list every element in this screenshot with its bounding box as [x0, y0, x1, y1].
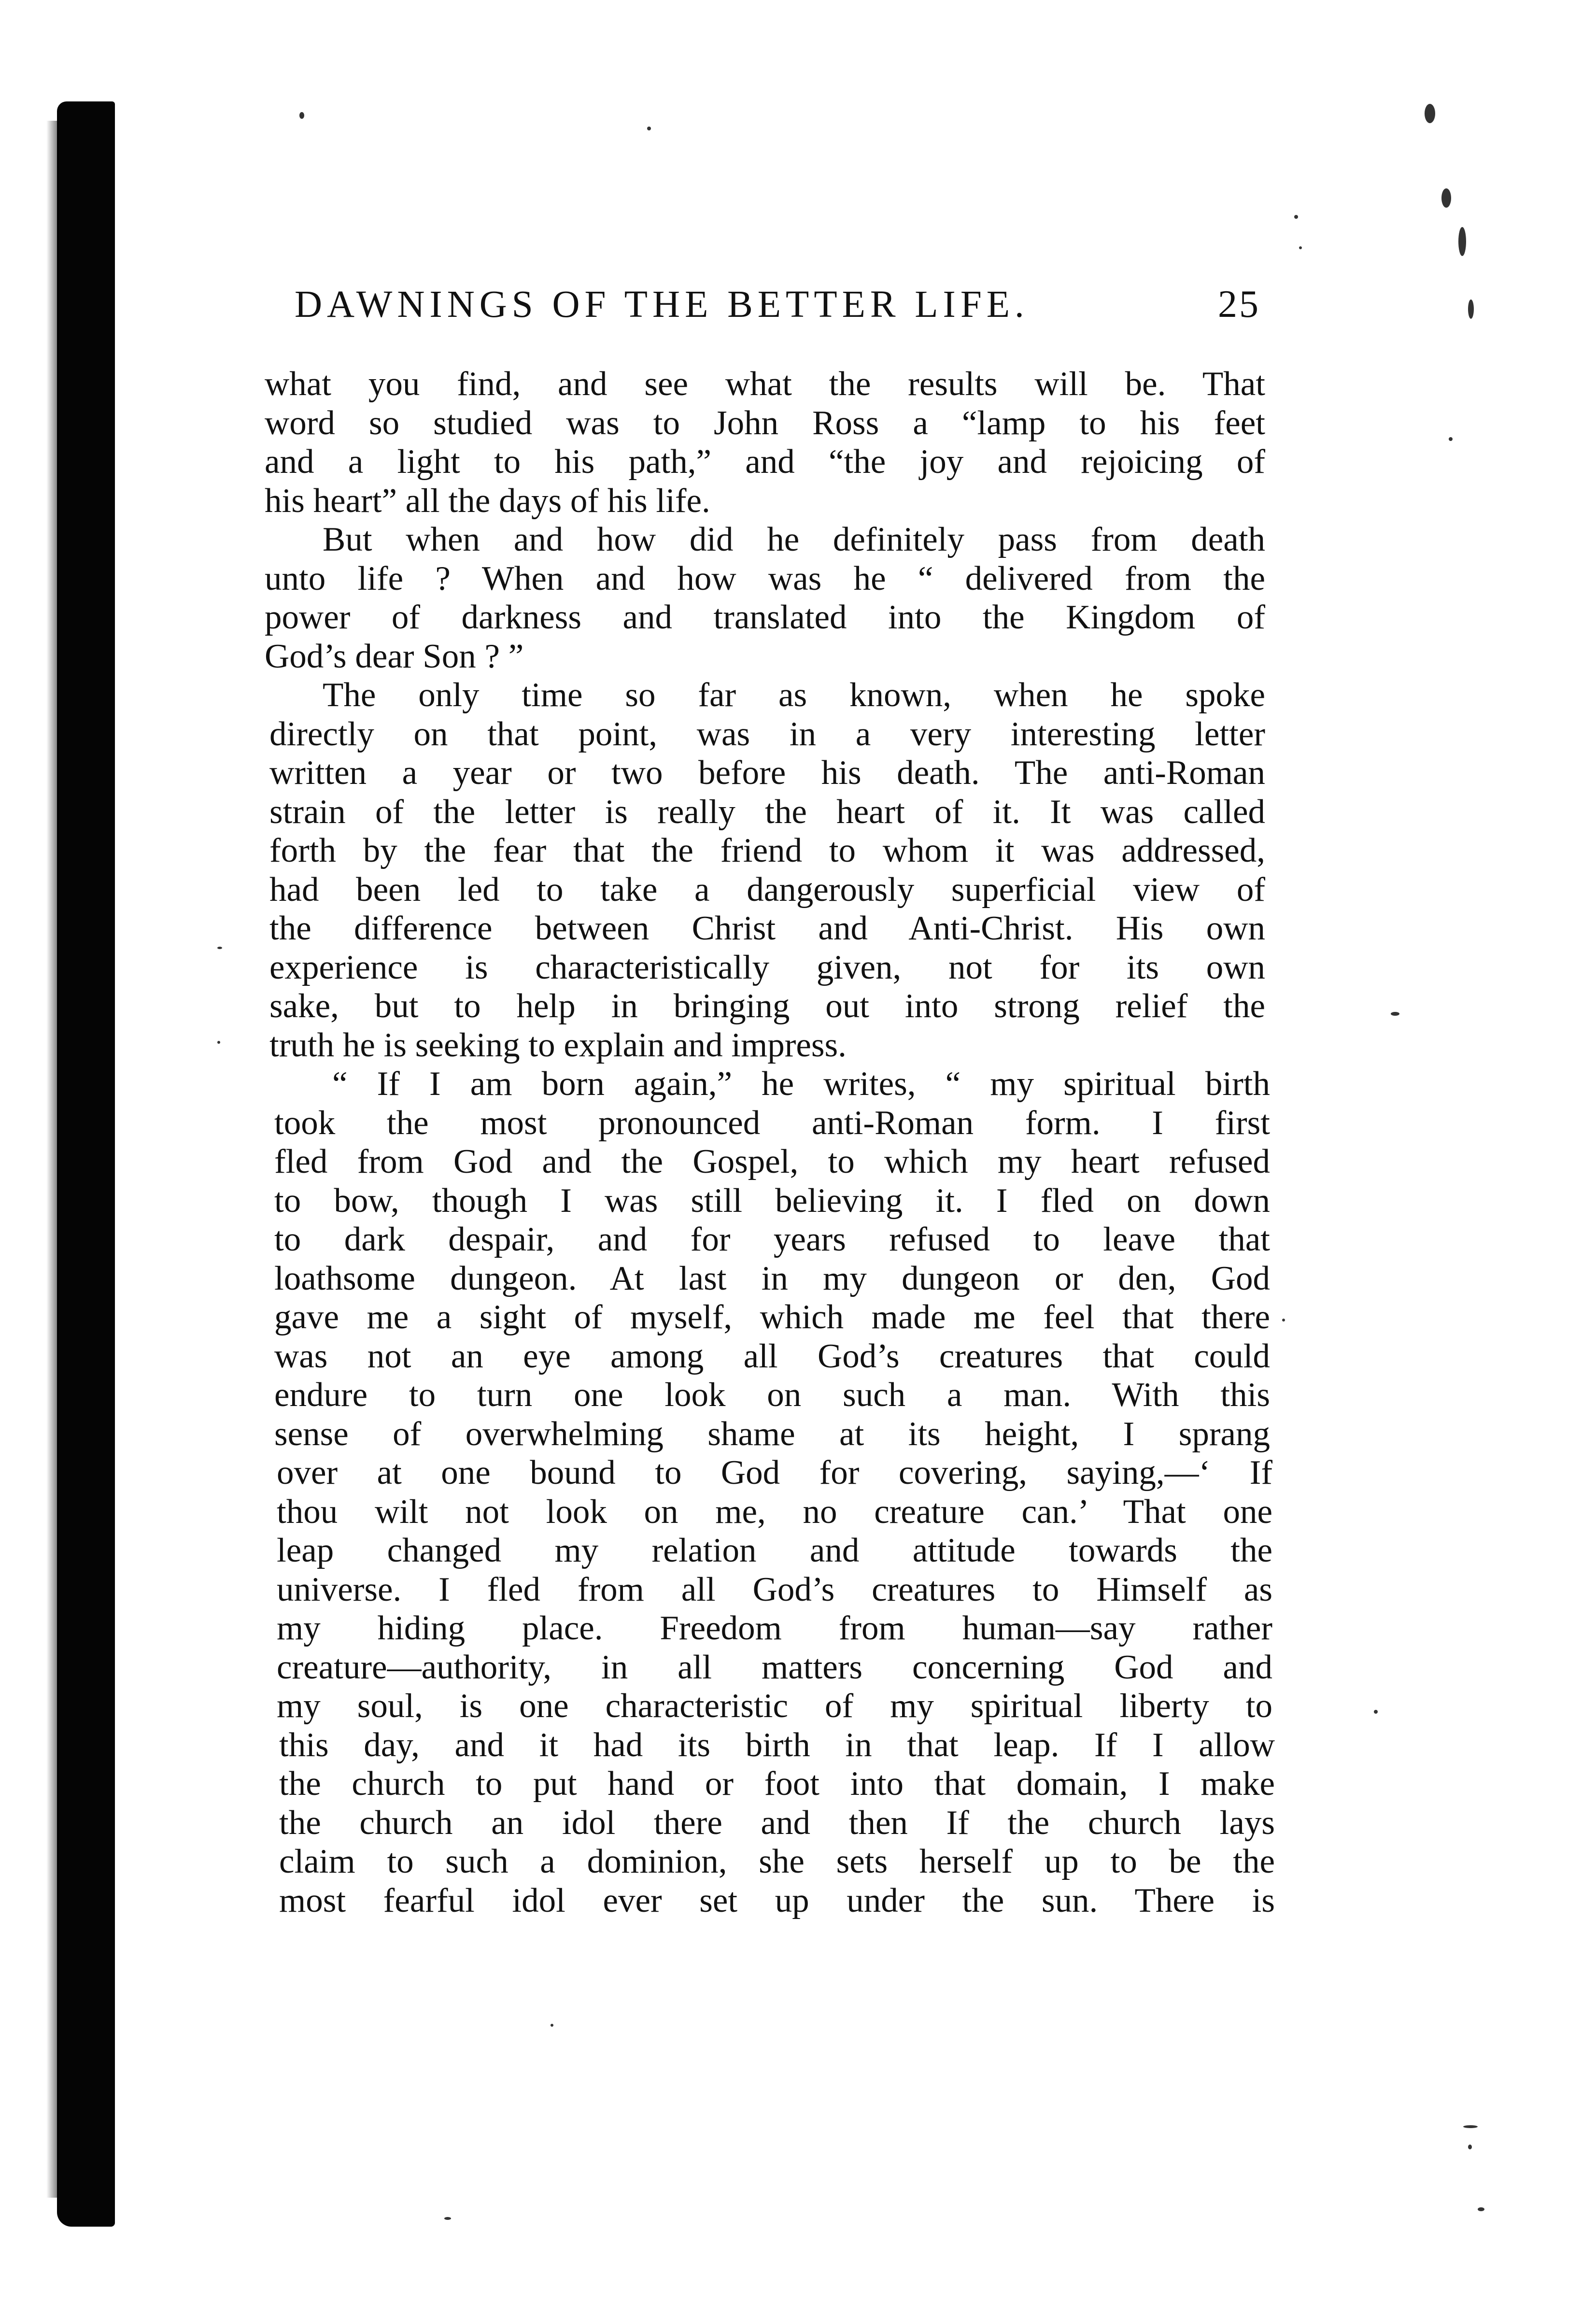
text-line: creature—authority, in all matters concerning God and	[277, 1648, 1272, 1686]
text-line: the church an idol there and then If the church lays	[279, 1804, 1275, 1842]
text-line: But when and how did he definitely pass from death	[323, 521, 1265, 558]
scan-speck	[1374, 1710, 1378, 1714]
running-head	[295, 283, 1260, 341]
text-line: to bow, though I was still believing it. I fled on down	[274, 1181, 1270, 1220]
scan-speck	[1425, 104, 1435, 123]
text-line: the church to put hand or foot into that domain, I make	[279, 1765, 1275, 1803]
text-line: truth he is seeking to explain and impress.	[269, 1026, 847, 1064]
text-line: forth by the fear that the friend to whom it was addressed,	[269, 832, 1265, 869]
scan-speck	[1458, 227, 1466, 256]
text-line: leap changed my relation and attitude towards the	[277, 1532, 1272, 1569]
text-line: claim to such a dominion, she sets herself up to be the	[279, 1843, 1275, 1880]
text-line: had been led to take a dangerously superficial view of	[269, 870, 1265, 909]
scan-speck	[1391, 1012, 1399, 1016]
text-line: strain of the letter is really the heart of it. It was called	[269, 793, 1265, 831]
scan-speck	[1282, 1319, 1285, 1322]
scan-speck	[1463, 2125, 1478, 2128]
scan-speck	[1449, 437, 1453, 441]
scan-speck	[1468, 2145, 1472, 2149]
scan-speck	[1441, 188, 1451, 208]
scan-speck	[217, 1041, 220, 1044]
text-line: gave me a sight of myself, which made me feel that there	[274, 1298, 1270, 1336]
text-line: “ If I am born again,” he writes, “ my spiritual birth	[332, 1065, 1270, 1103]
text-line: endure to turn one look on such a man. With this	[274, 1376, 1270, 1414]
text-line: to dark despair, and for years refused to leave that	[274, 1221, 1270, 1258]
text-line: my hiding place. Freedom from human—say rather	[277, 1609, 1272, 1647]
text-line: experience is characteristically given, not for its own	[269, 948, 1265, 986]
text-line: most fearful idol ever set up under the sun. There is	[279, 1881, 1275, 1919]
text-line: sense of overwhelming shame at its height, I sprang	[274, 1415, 1270, 1453]
running-title: DAWNINGS OF THE BETTER LIFE.	[295, 284, 1029, 326]
text-line: fled from God and the Gospel, to which my heart refused	[274, 1143, 1270, 1180]
text-line: The only time so far as known, when he spoke	[323, 676, 1265, 714]
text-line: sake, but to help in bringing out into strong relief the	[269, 987, 1265, 1025]
text-line: was not an eye among all God’s creatures that could	[274, 1337, 1270, 1375]
text-line: loathsome dungeon. At last in my dungeon or den, God	[274, 1259, 1270, 1297]
body-text	[265, 365, 1275, 1920]
text-line: written a year or two before his death. The anti-Roman	[269, 754, 1265, 792]
scan-speck	[1478, 2207, 1484, 2211]
scan-speck	[217, 947, 222, 949]
page-number: 25	[1218, 283, 1260, 326]
text-line: directly on that point, was in a very interesting letter	[269, 715, 1265, 753]
text-line: over at one bound to God for covering, saying,—‘ If	[277, 1454, 1272, 1492]
scan-speck	[647, 127, 651, 130]
scan-speck	[551, 2024, 553, 2027]
text-line: took the most pronounced anti-Roman form. I first	[274, 1104, 1270, 1142]
scan-speck	[1468, 299, 1474, 319]
text-line: and a light to his path,” and “the joy and rejoicing of	[265, 443, 1265, 481]
text-line: my soul, is one characteristic of my spiritual liberty to	[277, 1687, 1272, 1725]
text-line: thou wilt not look on me, no creature can.’ That one	[277, 1492, 1272, 1531]
text-line: his heart” all the days of his life.	[265, 482, 710, 520]
scan-speck	[444, 2217, 451, 2220]
text-line: God’s dear Son ? ”	[265, 637, 524, 675]
scan-speck	[1299, 246, 1302, 249]
text-line: unto life ? When and how was he “ delivered from the	[265, 559, 1265, 597]
text-line: the difference between Christ and Anti-Christ. His own	[269, 909, 1265, 947]
scan-speck	[299, 112, 304, 119]
text-line: this day, and it had its birth in that leap. If I allow	[279, 1726, 1275, 1764]
text-line: word so studied was to John Ross a “lamp to his feet	[265, 404, 1265, 442]
text-line: universe. I fled from all God’s creatures to Himself as	[277, 1570, 1272, 1608]
scan-speck	[1294, 215, 1298, 219]
text-line: what you find, and see what the results will be. That	[265, 365, 1265, 403]
scanned-binding-edge	[57, 101, 115, 2227]
text-line: power of darkness and translated into the Kingdom of	[265, 598, 1265, 636]
